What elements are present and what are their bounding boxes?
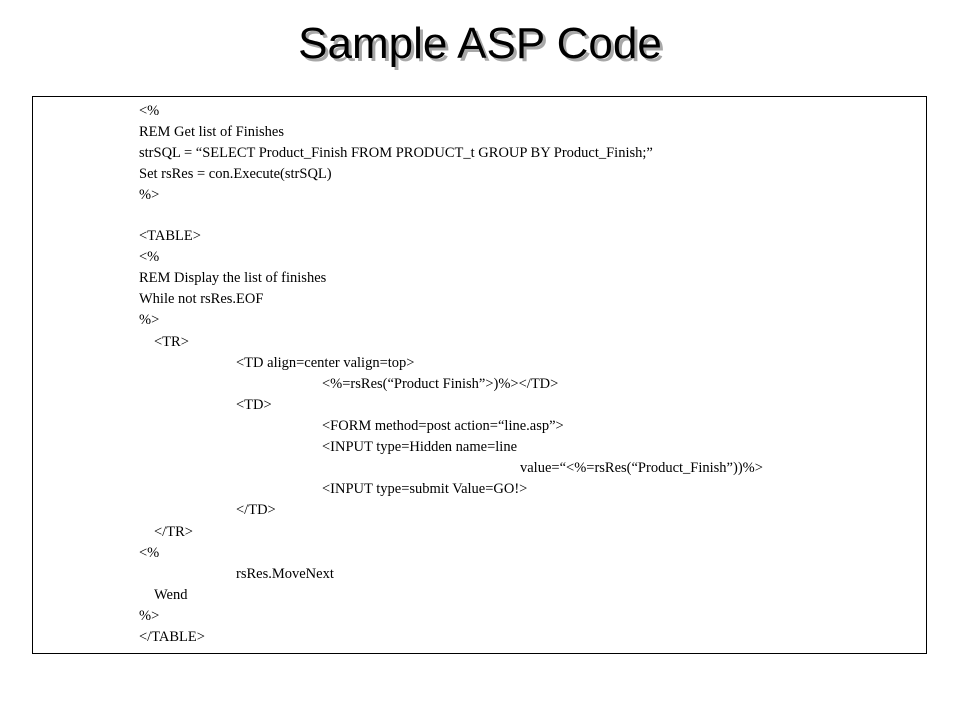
code-line: REM Display the list of finishes xyxy=(139,270,327,286)
code-line: <% xyxy=(139,103,160,119)
code-line: <TR> xyxy=(154,334,189,350)
code-line: REM Get list of Finishes xyxy=(139,124,285,140)
code-line: </TD> xyxy=(236,502,276,518)
code-line: %> xyxy=(139,312,160,328)
code-line: <TD> xyxy=(236,397,272,413)
code-line: %> xyxy=(139,608,160,624)
code-line: </TR> xyxy=(154,524,193,540)
code-line: value=“<%=rsRes(“Product_Finish”))%> xyxy=(520,460,763,476)
code-line: <TABLE> xyxy=(139,228,201,244)
code-line: </TABLE> xyxy=(139,629,205,645)
code-line: strSQL = “SELECT Product_Finish FROM PRODUCT_t GROUP BY Product_Finish;” xyxy=(139,145,653,161)
slide-title: Sample ASP Code xyxy=(298,19,662,68)
code-panel xyxy=(32,96,927,654)
code-line: <% xyxy=(139,545,160,561)
code-line: While not rsRes.EOF xyxy=(139,291,264,307)
code-line: <INPUT type=Hidden name=line xyxy=(322,439,518,455)
code-line: Wend xyxy=(154,587,188,603)
code-line: rsRes.MoveNext xyxy=(236,566,334,582)
code-line: <FORM method=post action=“line.asp”> xyxy=(322,418,564,434)
code-line: <INPUT type=submit Value=GO!> xyxy=(322,481,528,497)
code-line: %> xyxy=(139,187,160,203)
code-line: <%=rsRes(“Product Finish”>)%></TD> xyxy=(322,376,559,392)
code-line: <TD align=center valign=top> xyxy=(236,355,415,371)
code-listing xyxy=(33,97,926,653)
code-line: Set rsRes = con.Execute(strSQL) xyxy=(139,166,332,182)
code-line: <% xyxy=(139,249,160,265)
